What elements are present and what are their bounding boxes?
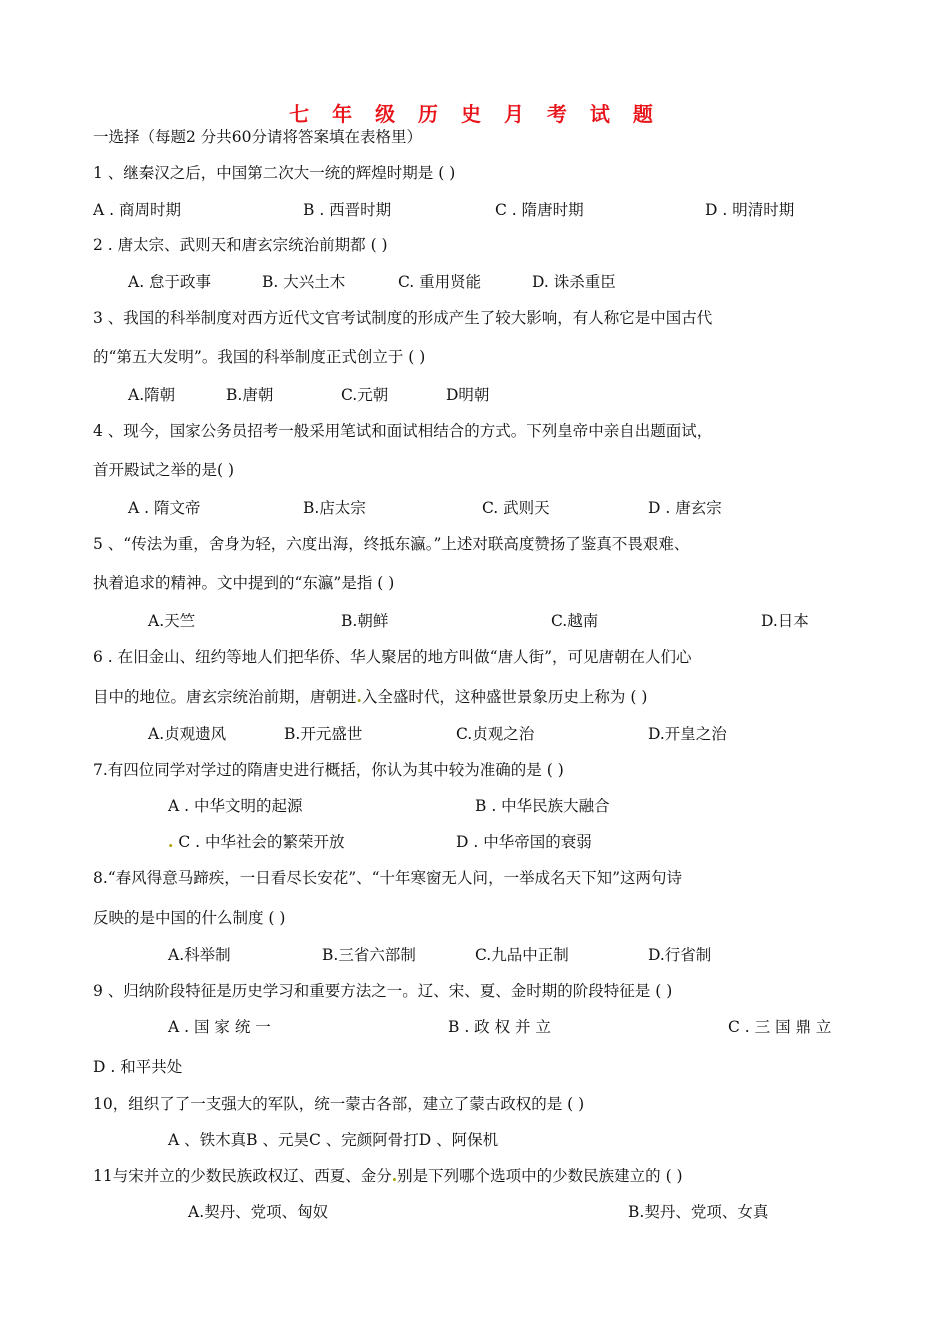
- q3-option-c: C.元朝: [341, 386, 389, 404]
- question-6-stem-line2: [93, 687, 647, 707]
- q7-option-a: A . 中华文明的起源: [168, 797, 303, 815]
- q8-option-b: B.三省六部制: [322, 946, 416, 964]
- question-11-stem-part1: 11与宋并立的少数民族政权辽、西夏、金分: [93, 1167, 392, 1185]
- question-9-stem: 9 、归纳阶段特征是历史学习和重要方法之一。辽、宋、夏、金时期的阶段特征是 ( ): [93, 982, 673, 1000]
- q6-option-d: D.开皇之治: [648, 725, 727, 743]
- q7-option-d: D . 中华帝国的衰弱: [456, 833, 592, 851]
- q1-option-d: D . 明清时期: [705, 201, 795, 219]
- q10-options: A 、铁木真B 、元昊C 、完颜阿骨打D 、阿保机: [168, 1131, 499, 1149]
- question-4-stem-line1: 4 、现今，国家公务员招考一般采用笔试和面试相结合的方式。下列皇帝中亲自出题面试，: [93, 422, 713, 440]
- q9-option-a: A . 国 家 统 一: [168, 1018, 271, 1036]
- dot-mark: .: [356, 687, 362, 706]
- question-8-stem-line1: 8.“春风得意马蹄疾，一日看尽长安花”、“十年寒窗无人问，一举成名天下知”这两句诗: [93, 869, 682, 887]
- q2-option-c: C. 重用贤能: [398, 273, 482, 291]
- q7-option-c-line: [168, 832, 345, 852]
- q8-option-a: A.科举制: [168, 946, 231, 964]
- question-2-stem: 2 . 唐太宗、武则天和唐玄宗统治前期都 ( ): [93, 236, 388, 254]
- q5-option-c: C.越南: [551, 612, 599, 630]
- q5-option-a: A.天竺: [148, 612, 196, 630]
- q2-option-b: B. 大兴土木: [262, 273, 346, 291]
- q6-option-b: B.开元盛世: [284, 725, 363, 743]
- q5-option-b: B.朝鲜: [341, 612, 389, 630]
- question-11-stem: [93, 1166, 683, 1186]
- q3-option-d: D明朝: [446, 386, 490, 404]
- q9-option-d: D . 和平共处: [93, 1058, 183, 1076]
- q1-option-b: B . 西晋时期: [303, 201, 392, 219]
- question-8-stem-line2: 反映的是中国的什么制度 ( ): [93, 909, 286, 927]
- question-4-stem-line2: 首开殿试之举的是( ): [93, 461, 235, 479]
- q3-option-b: B.唐朝: [226, 386, 274, 404]
- q4-option-b: B.店太宗: [303, 499, 366, 517]
- q8-option-d: D.行省制: [648, 946, 712, 964]
- question-6-stem-line2-part2: 入全盛时代，这种盛世景象历史上称为 ( ): [361, 688, 648, 706]
- question-5-stem-line2: 执着追求的精神。文中提到的“东瀛”是指 ( ): [93, 574, 395, 592]
- q2-option-a: A. 怠于政事: [128, 273, 212, 291]
- section-instruction: 一选择（每题2 分共60分请将答案填在表格里）: [93, 128, 423, 146]
- q8-option-c: C.九品中正制: [475, 946, 569, 964]
- q6-option-a: A.贞观遗风: [148, 725, 227, 743]
- question-3-stem-line1: 3 、我国的科举制度对西方近代文官考试制度的形成产生了较大影响，有人称它是中国古代: [93, 309, 713, 327]
- page-title: 七 年 级 历 史 月 考 试 题: [289, 102, 661, 126]
- dot-mark: .: [391, 1166, 398, 1185]
- q11-option-b: B.契丹、党项、女真: [628, 1203, 769, 1221]
- question-7-stem: 7.有四位同学对学过的隋唐史进行概括，你认为其中较为准确的是 ( ): [93, 761, 564, 779]
- question-6-stem-line2-part1: 目中的地位。唐玄宗统治前期，唐朝进: [93, 688, 357, 706]
- question-5-stem-line1: 5 、“传法为重，舍身为轻，六度出海，终抵东瀛。”上述对联高度赞扬了鉴真不畏艰难、: [93, 535, 690, 553]
- q7-option-c: C . 中华社会的繁荣开放: [178, 833, 345, 851]
- question-11-stem-part2: 别是下列哪个选项中的少数民族建立的 ( ): [397, 1167, 683, 1185]
- q9-option-b: B . 政 权 并 立: [448, 1018, 551, 1036]
- question-3-stem-line2: 的“第五大发明”。我国的科举制度正式创立于 ( ): [93, 348, 426, 366]
- question-1-stem: 1 、继秦汉之后，中国第二次大一统的辉煌时期是 ( ): [93, 164, 456, 182]
- q1-option-a: A . 商周时期: [93, 201, 181, 219]
- q4-option-d: D . 唐玄宗: [648, 499, 722, 517]
- q4-option-a: A . 隋文帝: [128, 499, 201, 517]
- q9-option-c: C . 三 国 鼎 立: [728, 1018, 832, 1036]
- q3-option-a: A.隋朝: [128, 386, 176, 404]
- question-10-stem: 10，组织了了一支强大的军队，统一蒙古各部，建立了蒙古政权的是 ( ): [93, 1095, 585, 1113]
- q4-option-c: C. 武则天: [482, 499, 550, 517]
- q7-option-b: B . 中华民族大融合: [475, 797, 610, 815]
- question-6-stem-line1: 6 . 在旧金山、纽约等地人们把华侨、华人聚居的地方叫做“唐人街”，可见唐朝在人们心: [93, 648, 692, 666]
- q2-option-d: D. 诛杀重臣: [532, 273, 616, 291]
- q11-option-a: A.契丹、党项、匈奴: [188, 1203, 329, 1221]
- q1-option-c: C . 隋唐时期: [495, 201, 584, 219]
- dot-mark: .: [168, 832, 174, 851]
- q6-option-c: C.贞观之治: [456, 725, 535, 743]
- q5-option-d: D.日本: [761, 612, 809, 630]
